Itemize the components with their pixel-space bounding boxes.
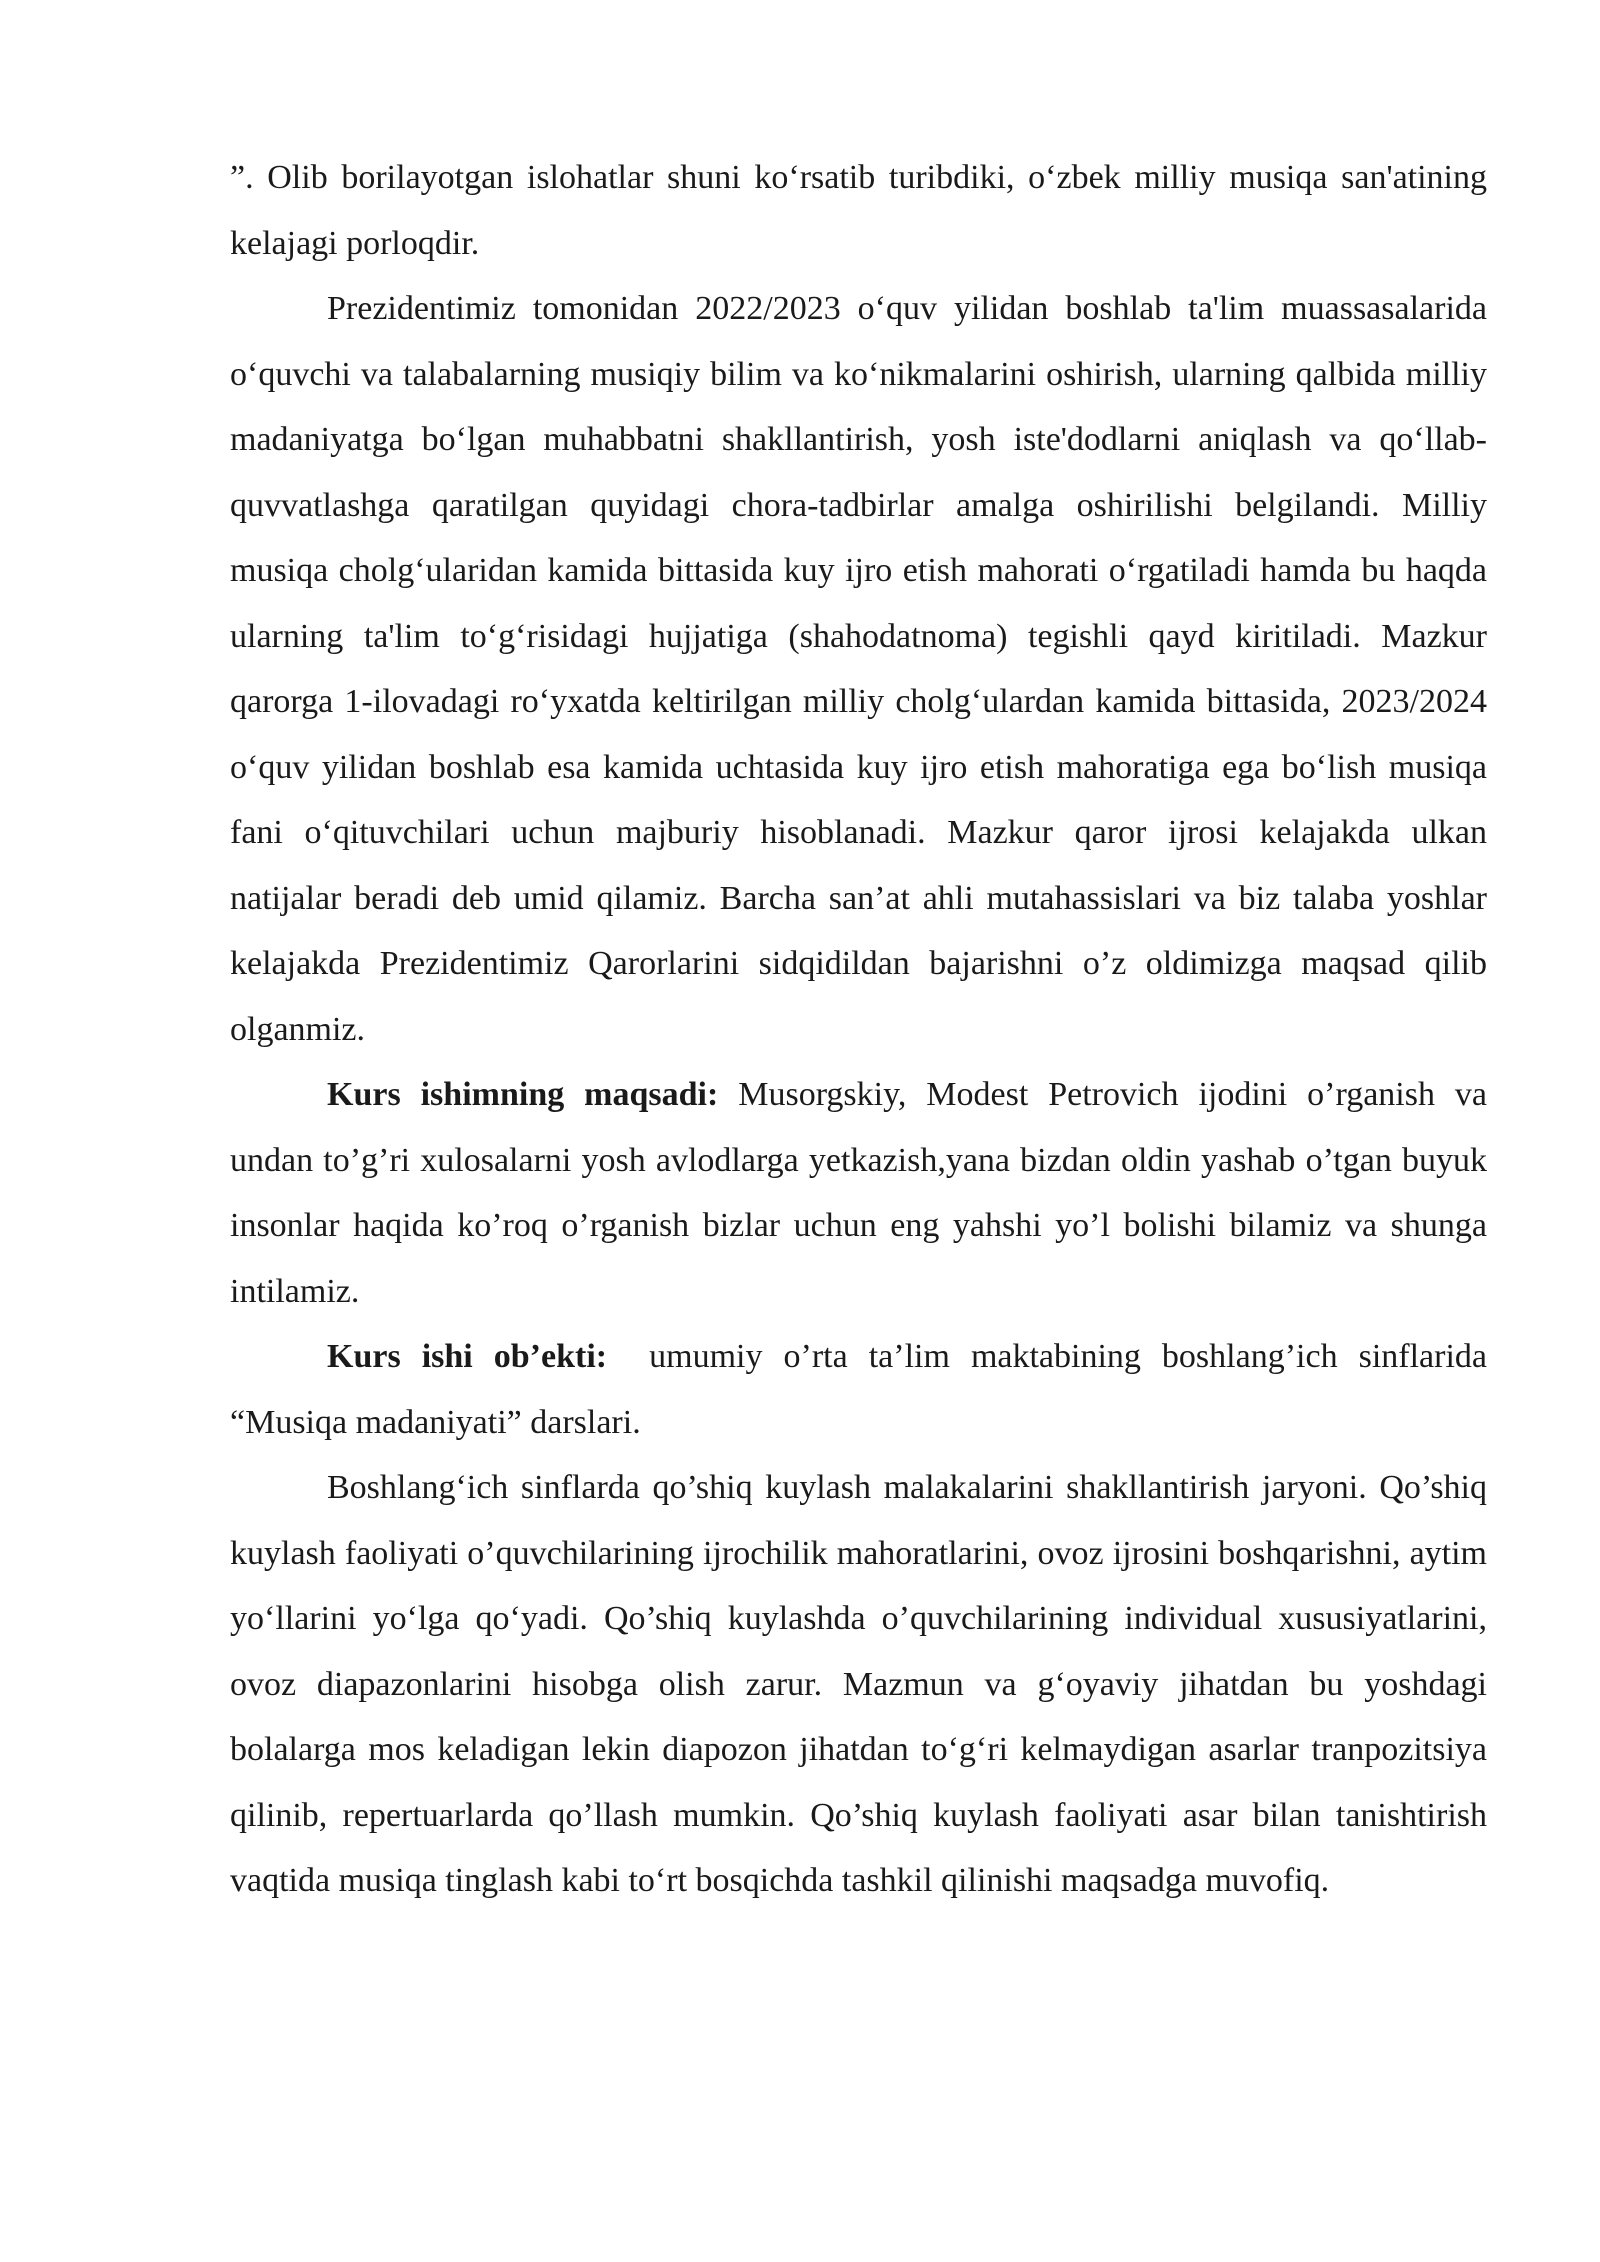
document-page: [230, 145, 1496, 1914]
paragraph-course-object: [230, 1324, 1496, 1455]
course-goal-heading: Kurs ishimning maqsadi:: [327, 1076, 719, 1113]
paragraph-singing-skills: [230, 1455, 1487, 1914]
paragraph-intro: [230, 145, 1487, 276]
paragraph-text: ”. Olib borilayotgan islohatlar shuni ko‘rsatib turibdiki, o‘zbek milliy musiqa san'atining kelajagi porloqdir.: [230, 159, 1487, 262]
paragraph-text: Musorgskiy, Modest Petrovich ijodini o’rganish va undan to’g’ri xulosalarni yosh avlodlarga yetkazish,yana bizdan oldin yashab o’tgan buyuk insonlar haqida ko’roq o’rganish bizlar uchun eng yahshi yo’l bolishi bilamiz va shunga intilamiz.: [230, 1076, 1487, 1310]
paragraph-presidential-decree: [230, 276, 1487, 1062]
paragraph-course-goal: [230, 1062, 1487, 1324]
paragraph-text: Boshlang‘ich sinflarda qo’shiq kuylash malakalarini shakllantirish jaryoni. Qo’shiq kuylash faoliyati o’quvchilarining ijrochilik mahoratlarini, ovoz ijrosini boshqarishni, aytim yo‘llarini yo‘lga qo‘yadi. Qo’shiq kuylashda o’quvchilarining individual xususiyatlarini, ovoz diapazonlarini hisobga olish zarur. Mazmun va g‘oyaviy jihatdan bu yoshdagi bolalarga mos keladigan lekin diapozon jihatdan to‘g‘ri kelmaydigan asarlar tranpozitsiya qilinib, repertuarlarda qo’llash mumkin. Qo’shiq kuylash faoliyati asar bilan tanishtirish vaqtida musiqa tinglash kabi to‘rt bosqichda tashkil qilinishi maqsadga muvofiq.: [230, 1469, 1487, 1899]
paragraph-text: Prezidentimiz tomonidan 2022/2023 o‘quv yilidan boshlab ta'lim muassasalarida o‘quvchi va talabalarning musiqiy bilim va ko‘nikmalarini oshirish, ularning qalbida milliy madaniyatga bo‘lgan muhabbatni shakllantirish, yosh iste'dodlarni aniqlash va qo‘llab-quvvatlashga qaratilgan quyidagi chora-tadbirlar amalga oshirilishi belgilandi. Milliy musiqa cholg‘ularidan kamida bittasida kuy ijro etish mahorati o‘rgatiladi hamda bu haqda ularning ta'lim to‘g‘risidagi hujjatiga (shahodatnoma) tegishli qayd kiritiladi. Mazkur qarorga 1-ilovadagi ro‘yxatda keltirilgan milliy cholg‘ulardan kamida bittasida, 2023/2024 o‘quv yilidan boshlab esa kamida uchtasida kuy ijro etish mahoratiga ega bo‘lish musiqa fani o‘qituvchilari uchun majburiy hisoblanadi. Mazkur qaror ijrosi kelajakda ulkan natijalar beradi deb umid qilamiz. Barcha san’at ahli mutahassislari va biz talaba yoshlar kelajakda Prezidentimiz Qarorlarini sidqidildan bajarishni o’z oldimizga maqsad qilib olganmiz.: [230, 290, 1487, 1048]
paragraph-text: umumiy o’rta ta’lim maktabining boshlang’ich sinflarida “Musiqa madaniyati” darslari.: [230, 1338, 1496, 1441]
course-object-heading: Kurs ishi ob’ekti:: [327, 1338, 608, 1375]
